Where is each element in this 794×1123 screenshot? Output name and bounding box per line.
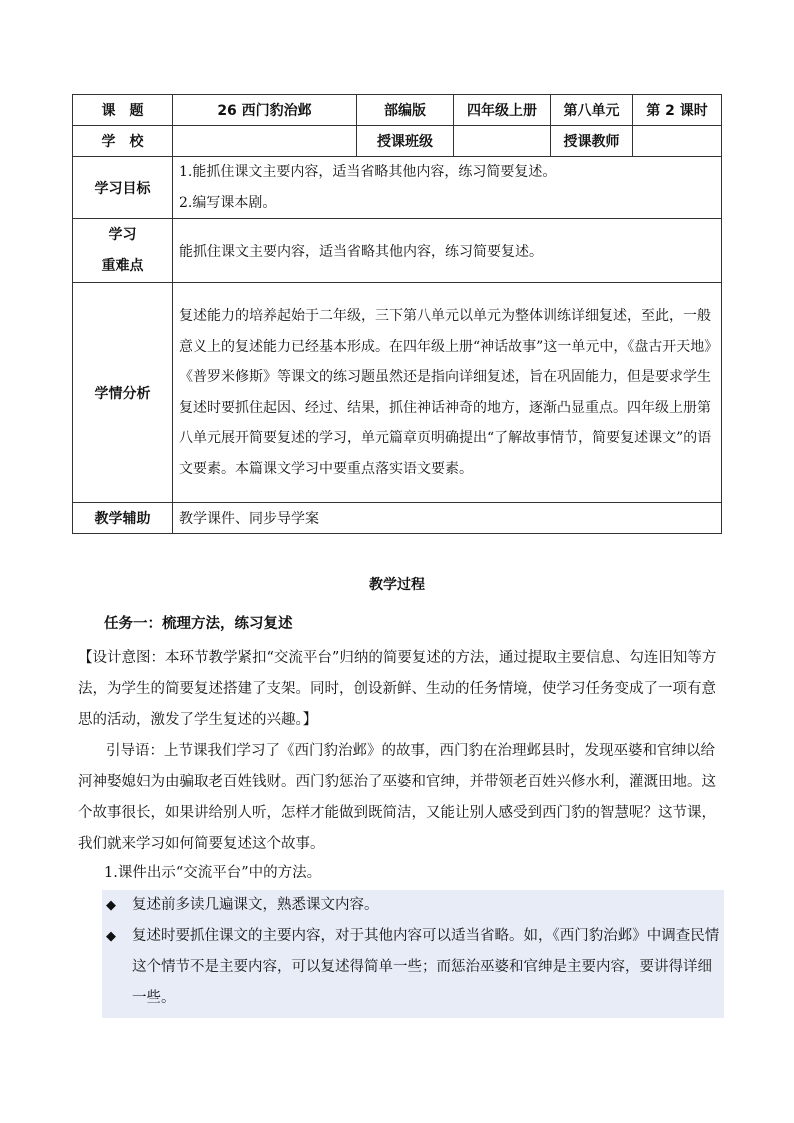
row-school [73,126,722,157]
lesson-title: 26 西门豹治邺 [173,95,357,126]
list-item [102,890,724,921]
intro-paragraph: 引导语：上节课我们学习了《西门豹治邺》的故事，西门豹在治理邺县时，发现巫婆和官绅以给河神娶媳妇为由骗取老百姓钱财。西门豹惩治了巫婆和官绅，并带领老百姓兴修水利，灌溉田地。这个故事很长，如果讲给别人听，怎样才能做到既简洁，又能让别人感受到西门豹的智慧呢？这节课，我们就来学习如何简要复述这个故事。 [78,743,716,852]
analysis-text: 复述能力的培养起始于二年级，三下第八单元以单元为整体训练详细复述，至此，一般意义上的复述能力已经基本形成。在四年级上册“神话故事”这一单元中，《盘古开天地》《普罗米修斯》等课文的练习题虽然还是指向详细复述，旨在巩固能力，但是要求学生复述时要抓住起因、经过、结果，抓住神话神奇的地方，逐渐凸显重点。四年级上册第八单元展开简要复述的学习，单元篇章页明确提出“了解故事情节，简要复述课文”的语文要素。本篇课文学习中要重点落实语文要素。 [173,283,722,503]
row-aids [73,503,722,534]
key-points-label-line2: 重难点 [101,257,144,274]
step-1: 1.课件出示“交流平台”中的方法。 [104,865,322,881]
edition: 部编版 [357,95,454,126]
unit: 第八单元 [551,95,633,126]
school-label: 学 校 [73,126,173,157]
diamond-bullet-icon: ◆ [106,929,116,944]
grade: 四年级上册 [454,95,551,126]
aids-label: 教学辅助 [73,503,173,534]
lesson-info-table [72,94,722,534]
goal-item: 2.编写课本剧。 [179,194,277,211]
row-goals [73,157,722,219]
teacher-label: 授课教师 [551,126,633,157]
teacher-value [633,126,722,157]
list-item [102,921,724,1014]
key-points-text: 能抓住课文主要内容，适当省略其他内容，练习简要复述。 [173,219,722,283]
goal-item: 1.能抓住课文主要内容，适当省略其他内容，练习简要复述。 [179,164,557,180]
goals-label: 学习目标 [73,157,173,219]
key-points-label [73,219,173,283]
list-item-text: 复述前多读几遍课文，熟悉课文内容。 [132,897,379,913]
lesson-label: 课 题 [73,95,173,126]
process-title: 教学过程 [369,577,425,593]
class-label: 授课班级 [357,126,454,157]
goals-content [173,157,722,219]
design-intent: 【设计意图：本环节教学紧扣“交流平台”归纳的简要复述的方法，通过提取主要信息、勾连旧知等方法，为学生的简要复述搭建了支架。同时，创设新鲜、生动的任务情境，使学习任务变成了一项有意思的活动，激发了学生复述的兴趣。】 [78,650,717,728]
key-points-label-line1: 学习 [108,227,137,243]
class-value [454,126,551,157]
row-analysis [73,283,722,503]
process-body [78,643,724,860]
analysis-label: 学情分析 [73,283,173,503]
diamond-bullet-icon: ◆ [106,898,116,913]
school-value [173,126,357,157]
list-item-text: 复述时要抓住课文的主要内容，对于其他内容可以适当省略。如，《西门豹治邺》中调查民情这个情节不是主要内容，可以复述得简单一些；而惩治巫婆和官绅是主要内容，要讲得详细一些。 [132,928,720,1006]
task-heading: 任务一：梳理方法，练习复述 [104,616,293,632]
period: 第 2 课时 [633,95,722,126]
row-lesson [73,95,722,126]
aids-text: 教学课件、同步导学案 [173,503,722,534]
method-list [102,890,724,1018]
row-key-points [73,219,722,283]
